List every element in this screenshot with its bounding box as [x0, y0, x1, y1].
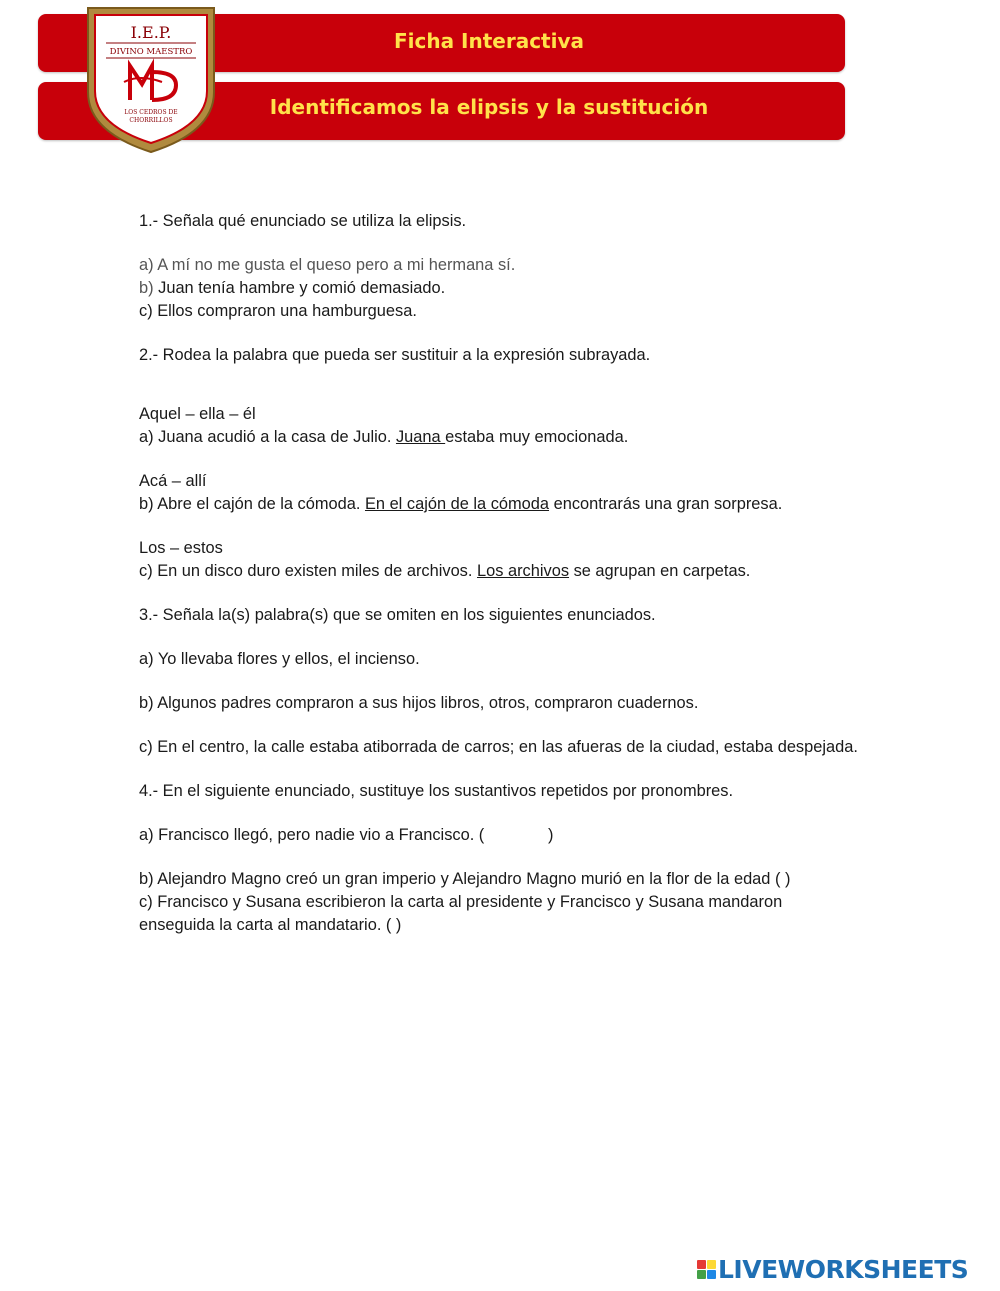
worksheet-content [139, 210, 859, 937]
q1-prompt: 1.- Señala qué enunciado se utiliza la elipsis. [139, 212, 467, 230]
q3-item-a: a) Yo llevaba flores y ellos, el incienso. [139, 650, 420, 668]
logo-initials: I.E.P. [130, 23, 172, 42]
q2-a-options: Aquel – ella – él [139, 405, 256, 423]
logo-school-name: DIVINO MAESTRO [109, 47, 193, 57]
q2-c-sentence: c) En un disco duro existen miles de archivos. Los archivos se agrupan en carpetas. [139, 562, 751, 580]
q4-item-b: b) Alejandro Magno creó un gran imperio y Alejandro Magno murió en la flor de la edad ( ) [139, 870, 791, 888]
q1-option-a: a) A mí no me gusta el queso pero a mi hermana sí. [139, 256, 516, 274]
q2-a-sentence: a) Juana acudió a la casa de Julio. Juana estaba muy emocionada. [139, 428, 629, 446]
q2-b-options: Acá – allí [139, 472, 207, 490]
logo-location-line2: CHORRILLOS [129, 117, 173, 124]
q3-prompt: 3.- Señala la(s) palabra(s) que se omiten en los siguientes enunciados. [139, 606, 656, 624]
liveworksheets-brand [697, 1254, 968, 1284]
q4-prompt: 4.- En el siguiente enunciado, sustituye los sustantivos repetidos por pronombres. [139, 782, 734, 800]
logo-location-line1: LOS CEDROS DE [124, 109, 178, 116]
brand-text: LIVEWORKSHEETS [718, 1254, 969, 1284]
brand-blocks-icon [697, 1260, 716, 1279]
q2-c-underlined: Los archivos [477, 562, 570, 580]
q1-option-b: b) Juan tenía hambre y comió demasiado. [139, 279, 446, 297]
q2-b-underlined: En el cajón de la cómoda [364, 495, 550, 513]
q4-item-a: a) Francisco llegó, pero nadie vio a Francisco. ( ) [139, 826, 554, 844]
q3-item-c: c) En el centro, la calle estaba atiborrada de carros; en las afueras de la ciudad, estaba despejada. [139, 738, 858, 756]
q4-item-c: c) Francisco y Susana escribieron la carta al presidente y Francisco y Susana mandaron enseguida la carta al mandatario. ( ) [139, 893, 783, 934]
q2-c-options: Los – estos [139, 539, 223, 557]
q1-option-c: c) Ellos compraron una hamburguesa. [139, 302, 417, 320]
header-subtitle: Identificamos la elipsis y la sustitución [269, 95, 709, 119]
header-title: Ficha Interactiva [393, 29, 585, 53]
q2-b-sentence: b) Abre el cajón de la cómoda. En el cajón de la cómoda encontrarás una gran sorpresa. [139, 495, 783, 513]
q2-a-underlined: Juana [395, 428, 446, 446]
school-crest-logo [80, 0, 222, 156]
q2-prompt: 2.- Rodea la palabra que pueda ser sustituir a la expresión subrayada. [139, 346, 651, 364]
q3-item-b: b) Algunos padres compraron a sus hijos libros, otros, compraron cuadernos. [139, 694, 699, 712]
